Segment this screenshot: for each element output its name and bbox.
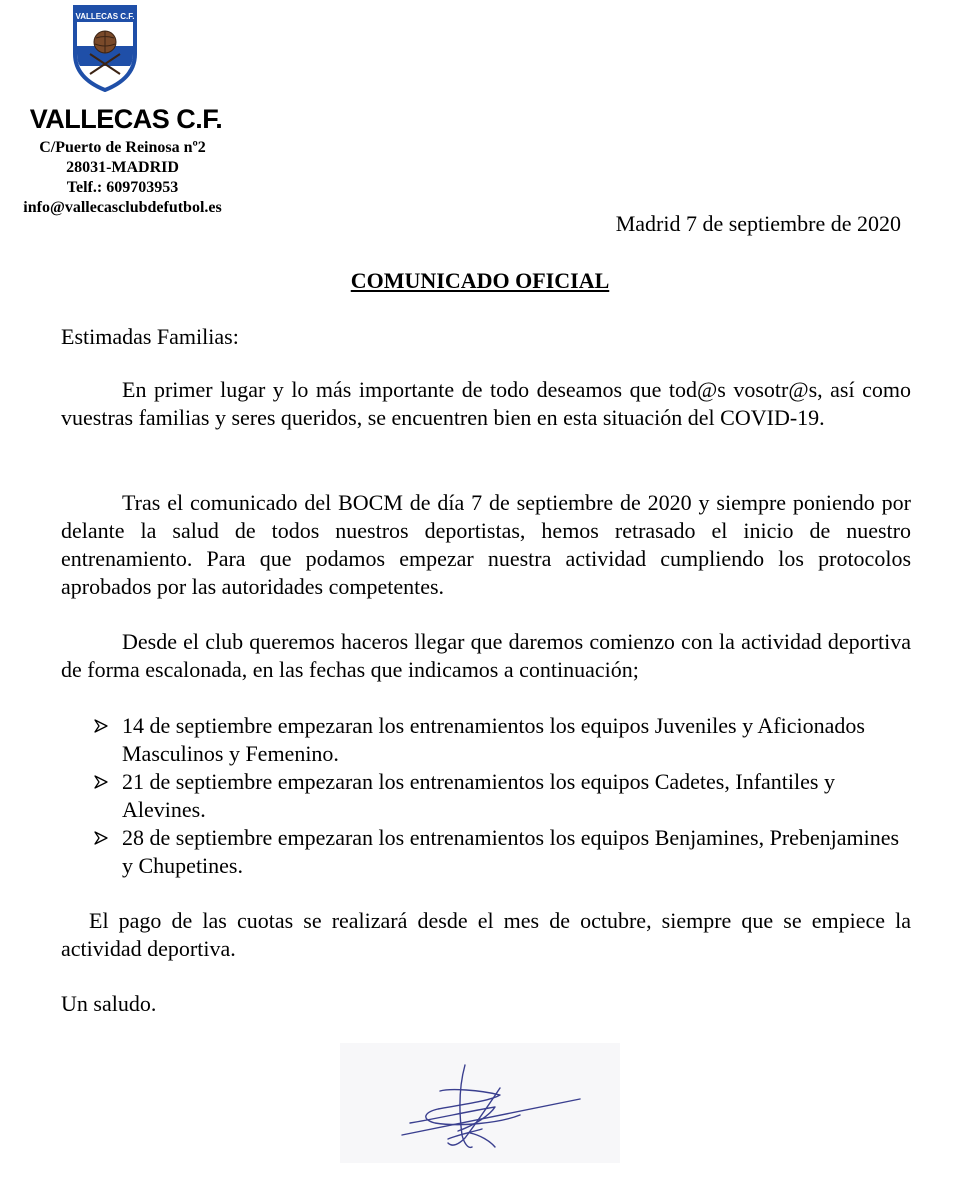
list-item <box>94 712 914 768</box>
salutation: Estimadas Familias: <box>61 324 239 349</box>
club-crest-icon <box>70 2 140 92</box>
crest-lettering: VALLECAS C.F. <box>75 12 135 21</box>
email-address: info@vallecasclubdefutbol.es <box>23 199 222 216</box>
club-name: VALLECAS C.F. <box>29 104 223 134</box>
address-city: 28031-MADRID <box>66 159 179 176</box>
paragraph-fees: El pago de las cuotas se realizará desde el mes de octubre, siempre que se empiece la actividad deportiva. <box>61 908 911 961</box>
schedule-list <box>94 712 914 880</box>
paragraph-greeting: En primer lugar y lo más importante de todo deseamos que tod@s vosotr@s, así como vuestras familias y seres queridos, se encuentren bien en esta situación del COVID-19. <box>61 377 911 430</box>
address-street: C/Puerto de Reinosa nº2 <box>39 139 206 156</box>
phone-number: Telf.: 609703953 <box>66 179 179 196</box>
arrow-bullet-icon <box>94 719 108 733</box>
list-item-text: 28 de septiembre empezaran los entrenamientos los equipos Benjamines, Prebenjamines y Chupetines. <box>122 825 900 878</box>
paragraph-schedule-intro: Desde el club queremos haceros llegar que daremos comienzo con la actividad deportiva de forma escalonada, en las fechas que indicamos a continuación; <box>61 629 911 682</box>
list-item-text: 14 de septiembre empezaran los entrenamientos los equipos Juveniles y Aficionados Masculinos y Femenino. <box>122 713 865 766</box>
date-line: Madrid 7 de septiembre de 2020 <box>615 211 901 236</box>
arrow-bullet-icon <box>94 775 108 789</box>
paragraph-postponement: Tras el comunicado del BOCM de día 7 de septiembre de 2020 y siempre poniendo por delante la salud de todos nuestros deportistas, hemos retrasado el inicio de nuestro entrenamiento. Para que podamos empezar nuestra actividad cumpliendo los protocolos aprobados por las autoridades competentes. <box>61 490 911 599</box>
document-title: COMUNICADO OFICIAL <box>350 268 610 293</box>
handwritten-signature <box>340 1043 620 1163</box>
closing: Un saludo. <box>61 991 157 1016</box>
list-item <box>94 768 914 824</box>
arrow-bullet-icon <box>94 831 108 845</box>
list-item-text: 21 de septiembre empezaran los entrenamientos los equipos Cadetes, Infantiles y Alevines. <box>122 769 835 822</box>
list-item <box>94 824 914 880</box>
